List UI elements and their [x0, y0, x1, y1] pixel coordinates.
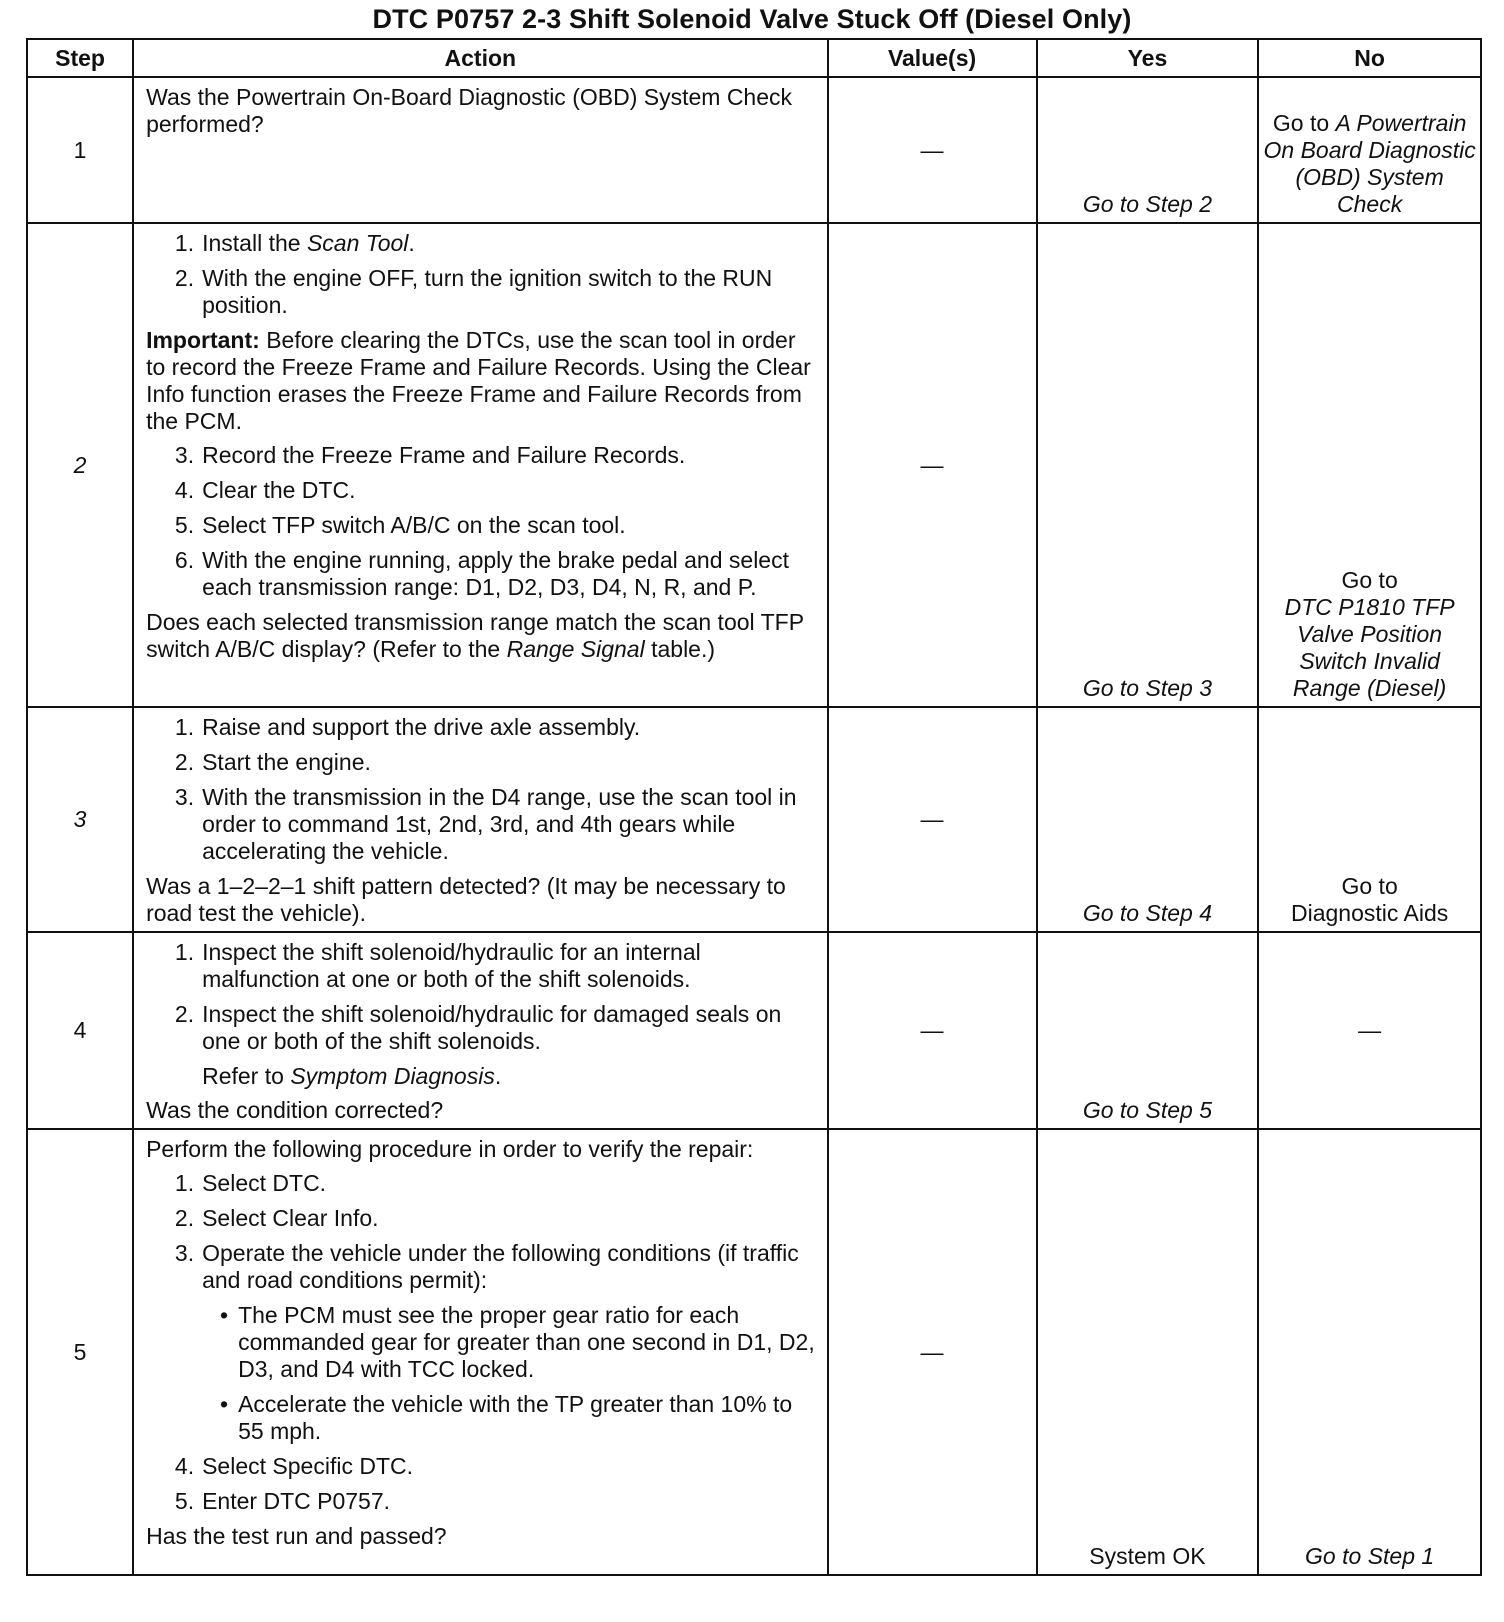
no-prefix: Go to	[1341, 567, 1398, 593]
no-prefix: Go to	[1272, 110, 1336, 136]
no-cell: Go to Step 1	[1258, 1129, 1481, 1575]
action-question: Was the Powertrain On-Board Diagnostic (OBD) System Check performed?	[146, 84, 793, 137]
header-action: Action	[133, 39, 827, 77]
yes-cell: Go to Step 2	[1037, 77, 1259, 223]
list-item: 3. Record the Freeze Frame and Failure Records.	[174, 442, 686, 468]
no-cell	[1258, 77, 1481, 223]
bullet-icon: •	[220, 1302, 229, 1328]
no-link[interactable]: DTC P1810 TFP Valve Position Switch Invalid Range (Diesel)	[1284, 594, 1455, 701]
diagnostic-table	[26, 38, 1482, 1576]
yes-cell: Go to Step 4	[1037, 707, 1259, 932]
no-link[interactable]: A Powertrain On Board Diagnostic (OBD) System Check	[1263, 110, 1476, 217]
values-cell: —	[828, 223, 1037, 707]
action-cell	[133, 1129, 827, 1575]
values-cell: —	[828, 77, 1037, 223]
step-number: 2	[27, 223, 133, 707]
page-title: DTC P0757 2-3 Shift Solenoid Valve Stuck Off (Diesel Only)	[372, 4, 1132, 34]
list-item: 4. Clear the DTC.	[174, 477, 356, 503]
list-item: 1. Inspect the shift solenoid/hydraulic for an internal malfunction at one or both of the shift solenoids.	[174, 939, 701, 992]
list-item: 3. With the transmission in the D4 range, use the scan tool in order to command 1st, 2nd, 3rd, and 4th gears while accelerating the vehicle.	[174, 784, 797, 864]
table-row	[27, 707, 1481, 932]
action-cell	[133, 223, 827, 707]
values-cell: —	[828, 707, 1037, 932]
table-row	[27, 77, 1481, 223]
yes-cell: System OK	[1037, 1129, 1259, 1575]
list-item: 2. With the engine OFF, turn the ignition switch to the RUN position.	[174, 265, 773, 318]
list-item: 5. Select TFP switch A/B/C on the scan tool.	[174, 512, 626, 538]
list-item: 5. Enter DTC P0757.	[174, 1488, 391, 1514]
header-values: Value(s)	[828, 39, 1037, 77]
symptom-diagnosis-link[interactable]: Symptom Diagnosis	[290, 1063, 495, 1089]
bullet-item: • Accelerate the vehicle with the TP greater than 10% to 55 mph.	[146, 1391, 816, 1445]
action-cell	[133, 932, 827, 1129]
range-signal-link[interactable]: Range Signal	[506, 636, 645, 662]
step-number: 4	[27, 932, 133, 1129]
header-no: No	[1258, 39, 1481, 77]
important-label: Important:	[146, 327, 260, 353]
list-item: 1. Select DTC.	[174, 1170, 327, 1196]
yes-cell: Go to Step 3	[1037, 223, 1259, 707]
action-intro: Perform the following procedure in order to verify the repair:	[146, 1136, 754, 1162]
no-prefix: Go to	[1341, 873, 1398, 899]
action-question: Has the test run and passed?	[146, 1523, 447, 1549]
no-cell: —	[1258, 932, 1481, 1129]
step-number: 3	[27, 707, 133, 932]
list-item: 1. Install the Scan Tool.	[174, 230, 415, 256]
table-header-row	[27, 39, 1481, 77]
list-item: 6. With the engine running, apply the brake pedal and select each transmission range: D1, D2, D3, D4, N, R, and P.	[174, 547, 789, 600]
no-cell	[1258, 707, 1481, 932]
list-item: 3. Operate the vehicle under the following conditions (if traffic and road conditions permit):	[174, 1240, 799, 1293]
header-yes: Yes	[1037, 39, 1259, 77]
list-item: 2. Select Clear Info.	[174, 1205, 379, 1231]
no-text: Diagnostic Aids	[1291, 900, 1449, 926]
important-note: Important: Before clearing the DTCs, use the scan tool in order to record the Freeze Frame and Failure Records. Using the Clear Info function erases the Freeze Frame and Failure Records from the PCM.	[146, 327, 811, 434]
table-row	[27, 223, 1481, 707]
list-item: 2. Inspect the shift solenoid/hydraulic for damaged seals on one or both of the shift solenoids.	[174, 1001, 782, 1054]
action-question: Does each selected transmission range match the scan tool TFP switch A/B/C display? (Refer to the Range Signal table.)	[146, 609, 804, 662]
table-row	[27, 1129, 1481, 1575]
yes-cell: Go to Step 5	[1037, 932, 1259, 1129]
action-cell	[133, 77, 827, 223]
refer-note: Refer to Symptom Diagnosis.	[202, 1063, 502, 1089]
values-cell: —	[828, 932, 1037, 1129]
step-number: 5	[27, 1129, 133, 1575]
action-cell	[133, 707, 827, 932]
values-cell: —	[828, 1129, 1037, 1575]
list-item: 4. Select Specific DTC.	[174, 1453, 413, 1479]
bullet-icon: •	[220, 1391, 229, 1417]
header-step: Step	[27, 39, 133, 77]
table-row	[27, 932, 1481, 1129]
list-item: 1. Raise and support the drive axle assembly.	[174, 714, 641, 740]
action-question: Was a 1–2–2–1 shift pattern detected? (It may be necessary to road test the vehicle).	[146, 873, 786, 926]
scan-tool-link[interactable]: Scan Tool	[306, 230, 409, 256]
list-item: 2. Start the engine.	[174, 749, 371, 775]
bullet-item: • The PCM must see the proper gear ratio for each commanded gear for greater than one second in D1, D2, D3, and D4 with TCC locked.	[146, 1302, 816, 1383]
step-number: 1	[27, 77, 133, 223]
action-question: Was the condition corrected?	[146, 1097, 444, 1123]
no-cell	[1258, 223, 1481, 707]
